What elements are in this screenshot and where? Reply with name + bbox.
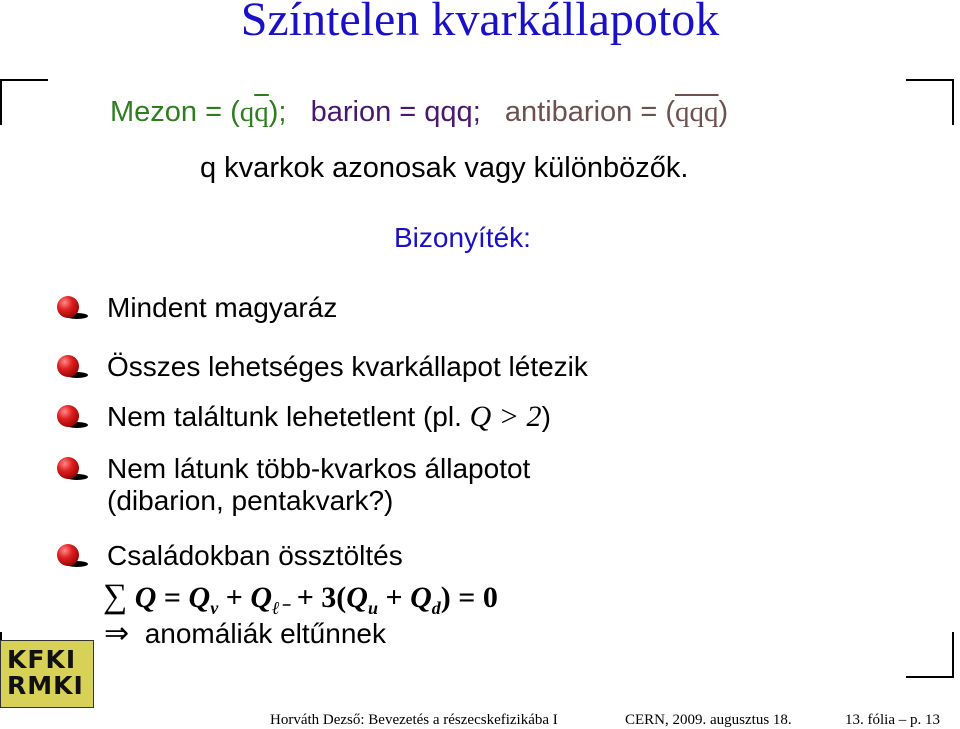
corner-top-right-h <box>906 79 954 81</box>
mezon-close: ); <box>268 96 287 128</box>
bullet-line: (dibarion, pentakvark?) <box>107 485 394 516</box>
eq-zero: 0 <box>482 581 498 614</box>
charge-math: Q > 2 <box>469 400 542 433</box>
bullet-ball-icon <box>57 405 79 427</box>
eq-equals: = <box>458 581 476 614</box>
bullet-item <box>107 453 530 517</box>
bullet-item: Összes lehetséges kvarkállapot létezik <box>107 351 588 382</box>
eq-nu: ν <box>210 598 219 618</box>
kfki-rmki-logo <box>0 640 94 708</box>
logo-line-kfki: KFKI <box>7 645 77 674</box>
barion-definition: barion = qqq; <box>310 96 481 128</box>
charge-sum-equation <box>103 578 498 619</box>
eq-plus: + <box>296 581 314 614</box>
footer-event: CERN, 2009. augusztus 18. <box>625 712 792 728</box>
mezon-qbar: $\overline{q}$ <box>254 96 269 128</box>
eq-q: Q <box>134 581 157 614</box>
eq-u: u <box>367 598 378 618</box>
antibarion-qbar: $\overline{qqq}$ <box>675 96 719 128</box>
bullet-ball-icon <box>57 355 79 377</box>
slide-title: Színtelen kvarkállapotok <box>240 0 720 46</box>
corner-bottom-right-h <box>906 676 954 678</box>
eq-lepton: ℓ⁻ <box>271 598 290 618</box>
quark-statement: q kvarkok azonosak vagy különbözők. <box>200 152 689 184</box>
implication-text: anomáliák eltűnnek <box>144 618 386 649</box>
bullet-item: Családokban össztöltés <box>107 540 403 571</box>
eq-plus: + <box>225 581 243 614</box>
bullet-text-after: ) <box>541 401 551 432</box>
corner-top-left-h <box>0 79 48 81</box>
corner-top-left-v <box>0 79 2 125</box>
bullet-item: Mindent magyaráz <box>107 292 338 323</box>
particle-definitions <box>110 96 728 129</box>
eq-qu: Q <box>346 581 368 614</box>
eq-close: ) <box>440 581 451 614</box>
bullet-line: Nem látunk több-kvarkos állapotot <box>107 453 531 484</box>
bullet-text-before: Nem találtunk lehetetlent (pl. <box>107 401 470 432</box>
eq-ql: Q <box>250 581 272 614</box>
eq-plus: + <box>385 581 403 614</box>
logo-text <box>7 647 87 703</box>
implies-arrow-icon: ⇒ <box>104 617 130 650</box>
proof-label: Bizonyíték: <box>394 222 531 253</box>
corner-bottom-right-v <box>952 632 954 678</box>
eq-equals: = <box>163 581 182 614</box>
bullet-ball-icon <box>57 544 79 566</box>
antibarion-close: ) <box>718 96 729 128</box>
mezon-q: q <box>239 96 255 128</box>
eq-qnu: Q <box>188 581 211 614</box>
bullet-item <box>107 401 551 433</box>
bullet-ball-icon <box>57 296 79 318</box>
antibarion-label: antibarion = ( <box>504 96 675 128</box>
sum-symbol: ∑ <box>103 578 128 615</box>
mezon-label: Mezon = ( <box>110 96 240 128</box>
eq-qd: Q <box>410 581 432 614</box>
eq-d: d <box>431 598 441 618</box>
footer-slide-number: 13. fólia – p. 13 <box>845 712 940 728</box>
eq-three: 3( <box>321 581 347 614</box>
implication-line <box>104 616 386 651</box>
footer-author: Horváth Dezső: Bevezetés a részecskefizikába I <box>270 712 558 728</box>
logo-line-rmki: RMKI <box>7 671 84 700</box>
corner-top-right-v <box>952 79 954 125</box>
bullet-ball-icon <box>57 457 79 479</box>
